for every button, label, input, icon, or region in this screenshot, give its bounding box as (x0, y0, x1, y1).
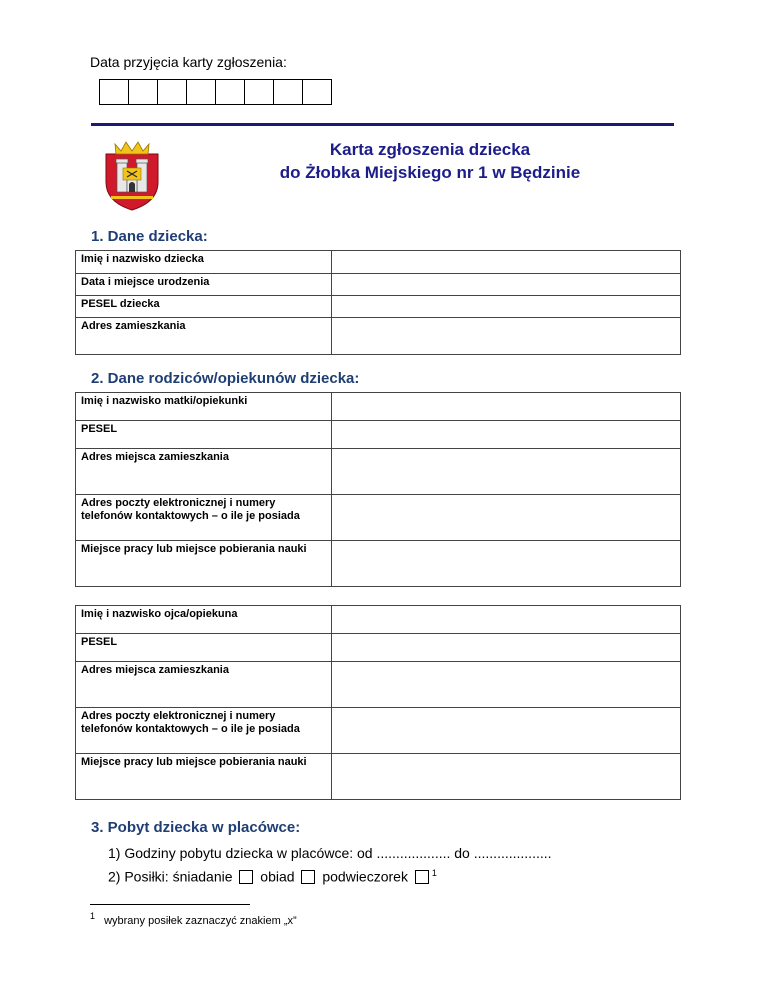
section-heading-parents-data: 2. Dane rodziców/opiekunów dziecka: (91, 370, 360, 387)
mother-contact-field[interactable] (332, 495, 681, 541)
father-contact-field[interactable] (332, 708, 681, 754)
date-digit-box[interactable] (303, 80, 331, 104)
date-received-label: Data przyjęcia karty zgłoszenia: (90, 54, 287, 70)
row-label: Miejsce pracy lub miejsce pobierania nauki (76, 754, 332, 800)
row-label: PESEL (76, 634, 332, 662)
date-digit-box[interactable] (245, 80, 274, 104)
section-heading-child-data: 1. Dane dziecka: (91, 228, 208, 245)
form-title-line2: do Żłobka Miejskiego nr 1 w Będzinie (279, 163, 581, 182)
row-label: Miejsce pracy lub miejsce pobierania nauki (76, 541, 332, 587)
father-data-table (75, 605, 681, 800)
section-heading-stay: 3. Pobyt dziecka w placówce: (91, 819, 301, 836)
row-label: Adres poczty elektronicznej i numery telefonów kontaktowych – o ile je posiada (76, 495, 332, 541)
footnote-rule (90, 904, 250, 905)
header-rule (91, 123, 674, 126)
date-digit-box[interactable] (129, 80, 158, 104)
mother-work-field[interactable] (332, 541, 681, 587)
child-pesel-field[interactable] (332, 296, 681, 318)
row-label: Adres miejsca zamieszkania (76, 662, 332, 708)
snack-checkbox[interactable] (415, 870, 429, 884)
date-digit-box[interactable] (158, 80, 187, 104)
mother-name-field[interactable] (332, 393, 681, 421)
row-label: Adres poczty elektronicznej i numery telefonów kontaktowych – o ile je posiada (76, 708, 332, 754)
form-title (160, 138, 700, 184)
child-birth-field[interactable] (332, 274, 681, 296)
bedzin-coat-of-arms-icon (103, 140, 161, 212)
date-digit-box[interactable] (274, 80, 303, 104)
meal-snack-label: podwieczorek (322, 868, 408, 885)
meals-item (108, 862, 437, 888)
father-work-field[interactable] (332, 754, 681, 800)
row-label: Data i miejsce urodzenia (76, 274, 332, 296)
footnote-ref: 1 (431, 868, 437, 878)
footnote-text: wybrany posiłek zaznaczyć znakiem „x” (104, 914, 297, 927)
row-label: PESEL (76, 421, 332, 449)
date-digit-box[interactable] (216, 80, 245, 104)
child-address-field[interactable] (332, 318, 681, 355)
lunch-checkbox[interactable] (301, 870, 315, 884)
father-pesel-field[interactable] (332, 634, 681, 662)
meal-lunch-label: obiad (260, 868, 295, 885)
child-data-table (75, 250, 681, 355)
date-received-boxes[interactable] (99, 79, 332, 105)
row-label: Imię i nazwisko dziecka (76, 251, 332, 274)
row-label: Imię i nazwisko ojca/opiekuna (76, 606, 332, 634)
row-label: Adres zamieszkania (76, 318, 332, 355)
row-label: PESEL dziecka (76, 296, 332, 318)
stay-hours-item: 1) Godziny pobytu dziecka w placówce: od ................... do .................... (108, 845, 552, 861)
breakfast-checkbox[interactable] (239, 870, 253, 884)
row-label: Adres miejsca zamieszkania (76, 449, 332, 495)
mother-address-field[interactable] (332, 449, 681, 495)
form-title-line1: Karta zgłoszenia dziecka (329, 140, 531, 159)
date-digit-box[interactable] (100, 80, 129, 104)
mother-pesel-field[interactable] (332, 421, 681, 449)
footnote (90, 911, 297, 927)
child-name-field[interactable] (332, 251, 681, 274)
father-name-field[interactable] (332, 606, 681, 634)
father-address-field[interactable] (332, 662, 681, 708)
mother-data-table (75, 392, 681, 587)
footnote-number: 1 (90, 911, 96, 921)
row-label: Imię i nazwisko matki/opiekunki (76, 393, 332, 421)
meals-label: 2) Posiłki: śniadanie (108, 868, 233, 885)
date-digit-box[interactable] (187, 80, 216, 104)
